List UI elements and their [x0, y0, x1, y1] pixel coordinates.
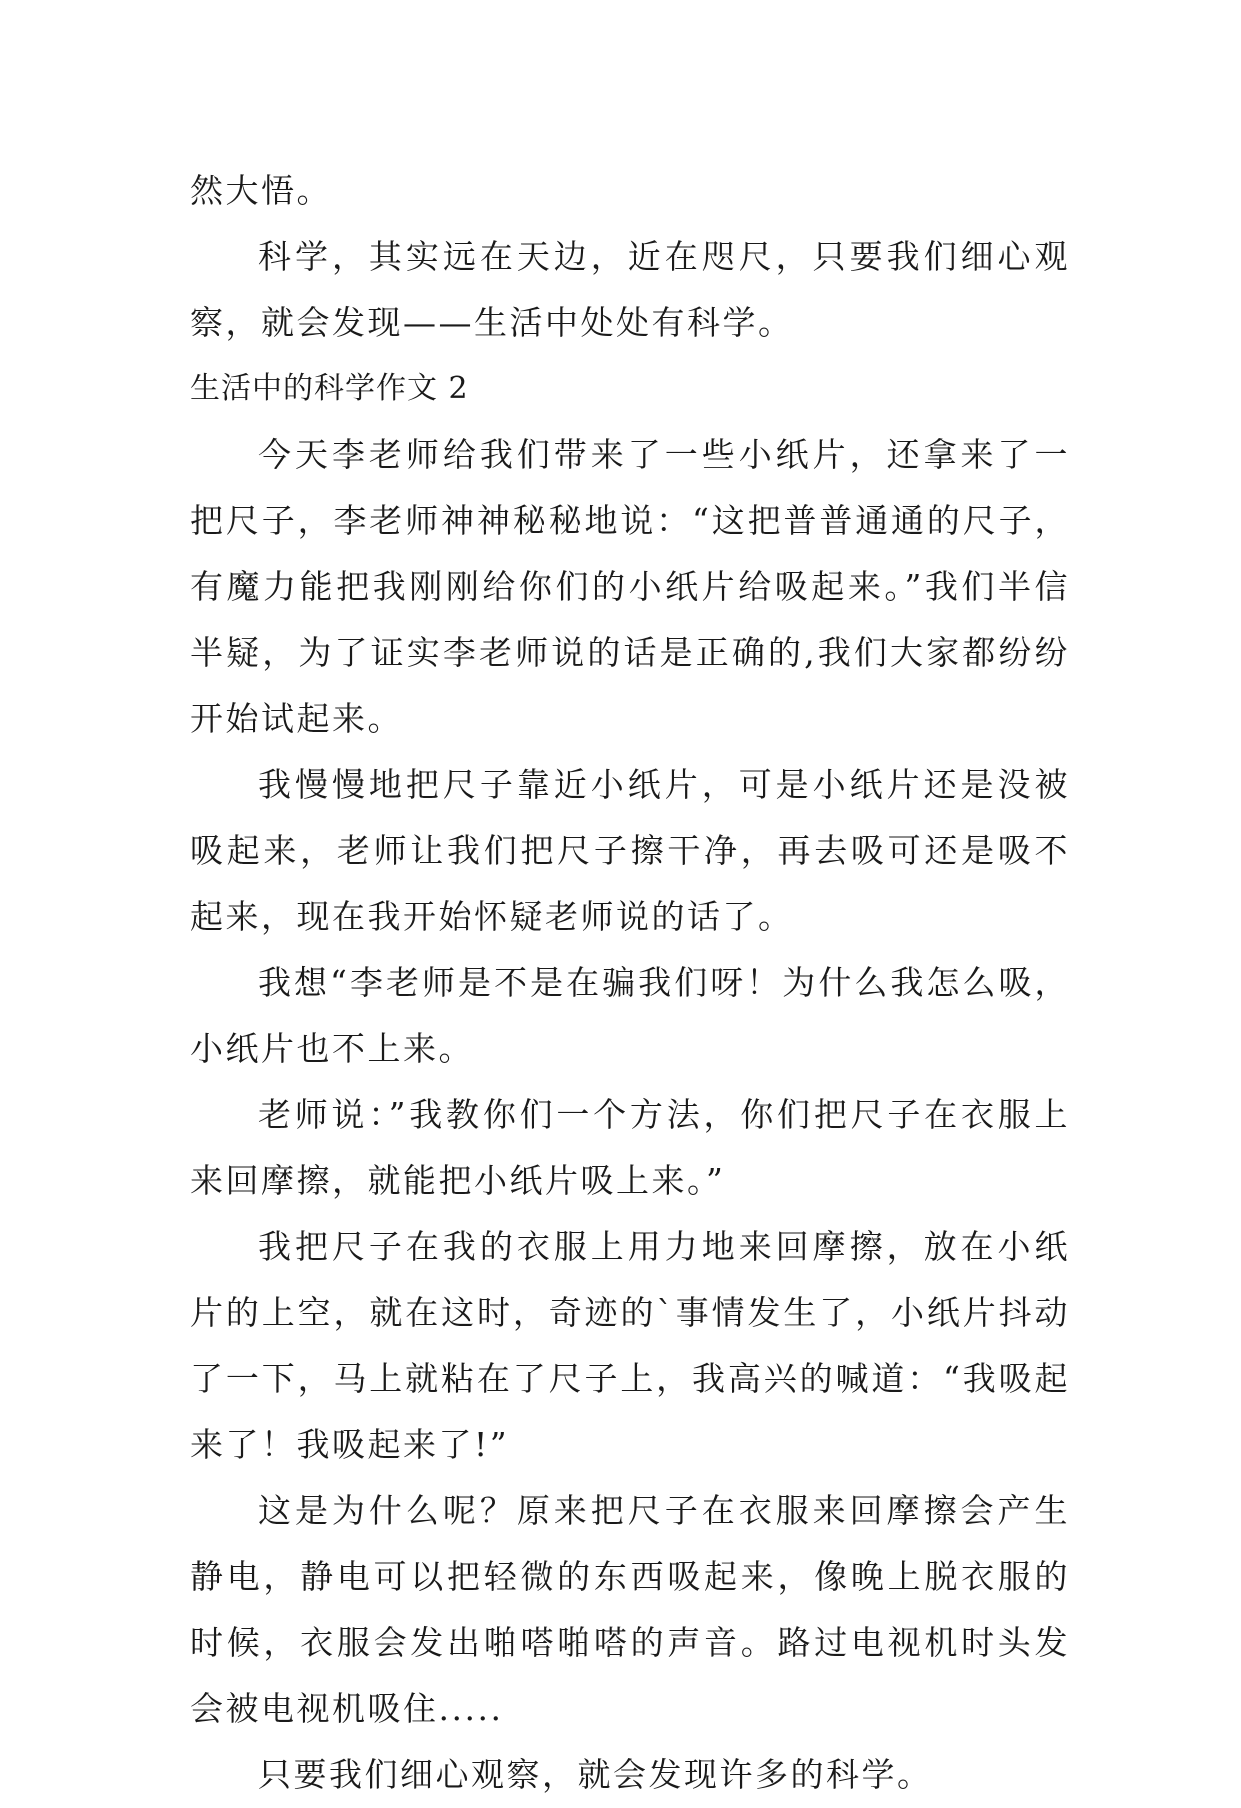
paragraph-teacher-method: 老师说：”我教你们一个方法，你们把尺子在衣服上来回摩擦，就能把小纸片吸上来。” — [190, 1095, 1070, 1200]
document-body — [190, 158, 1070, 1808]
essay-title: 生活中的科学作文 2 — [190, 371, 469, 406]
paragraph-conclusion: 只要我们细心观察，就会发现许多的科学。 — [258, 1755, 933, 1794]
paragraph-continuation: 然大悟。 — [190, 171, 332, 210]
paragraph-success: 我把尺子在我的衣服上用力地来回摩擦，放在小纸片的上空，就在这时，奇迹的`事情发生了，小纸片抖动了一下，马上就粘在了尺子上，我高兴的喊道：“我吸起来了！我吸起来了!” — [190, 1227, 1070, 1464]
paragraph-teacher-intro: 今天李老师给我们带来了一些小纸片，还拿来了一把尺子，李老师神神秘秘地说：“这把普普通通的尺子，有魔力能把我刚刚给你们的小纸片给吸起来。”我们半信半疑，为了证实李老师说的话是正确的,我们大家都纷纷开始试起来。 — [190, 435, 1070, 738]
paragraph-science-everywhere: 科学，其实远在天边，近在咫尺，只要我们细心观察，就会发现——生活中处处有科学。 — [190, 237, 1070, 342]
paragraph-first-attempt: 我慢慢地把尺子靠近小纸片，可是小纸片还是没被吸起来，老师让我们把尺子擦干净，再去吸可还是吸不起来，现在我开始怀疑老师说的话了。 — [190, 765, 1070, 936]
paragraph-doubt: 我想“李老师是不是在骗我们呀！为什么我怎么吸，小纸片也不上来。 — [190, 963, 1070, 1068]
paragraph-explanation: 这是为什么呢？原来把尺子在衣服来回摩擦会产生静电，静电可以把轻微的东西吸起来，像晚上脱衣服的时候，衣服会发出啪嗒啪嗒的声音。路过电视机时头发会被电视机吸住..... — [190, 1491, 1070, 1728]
